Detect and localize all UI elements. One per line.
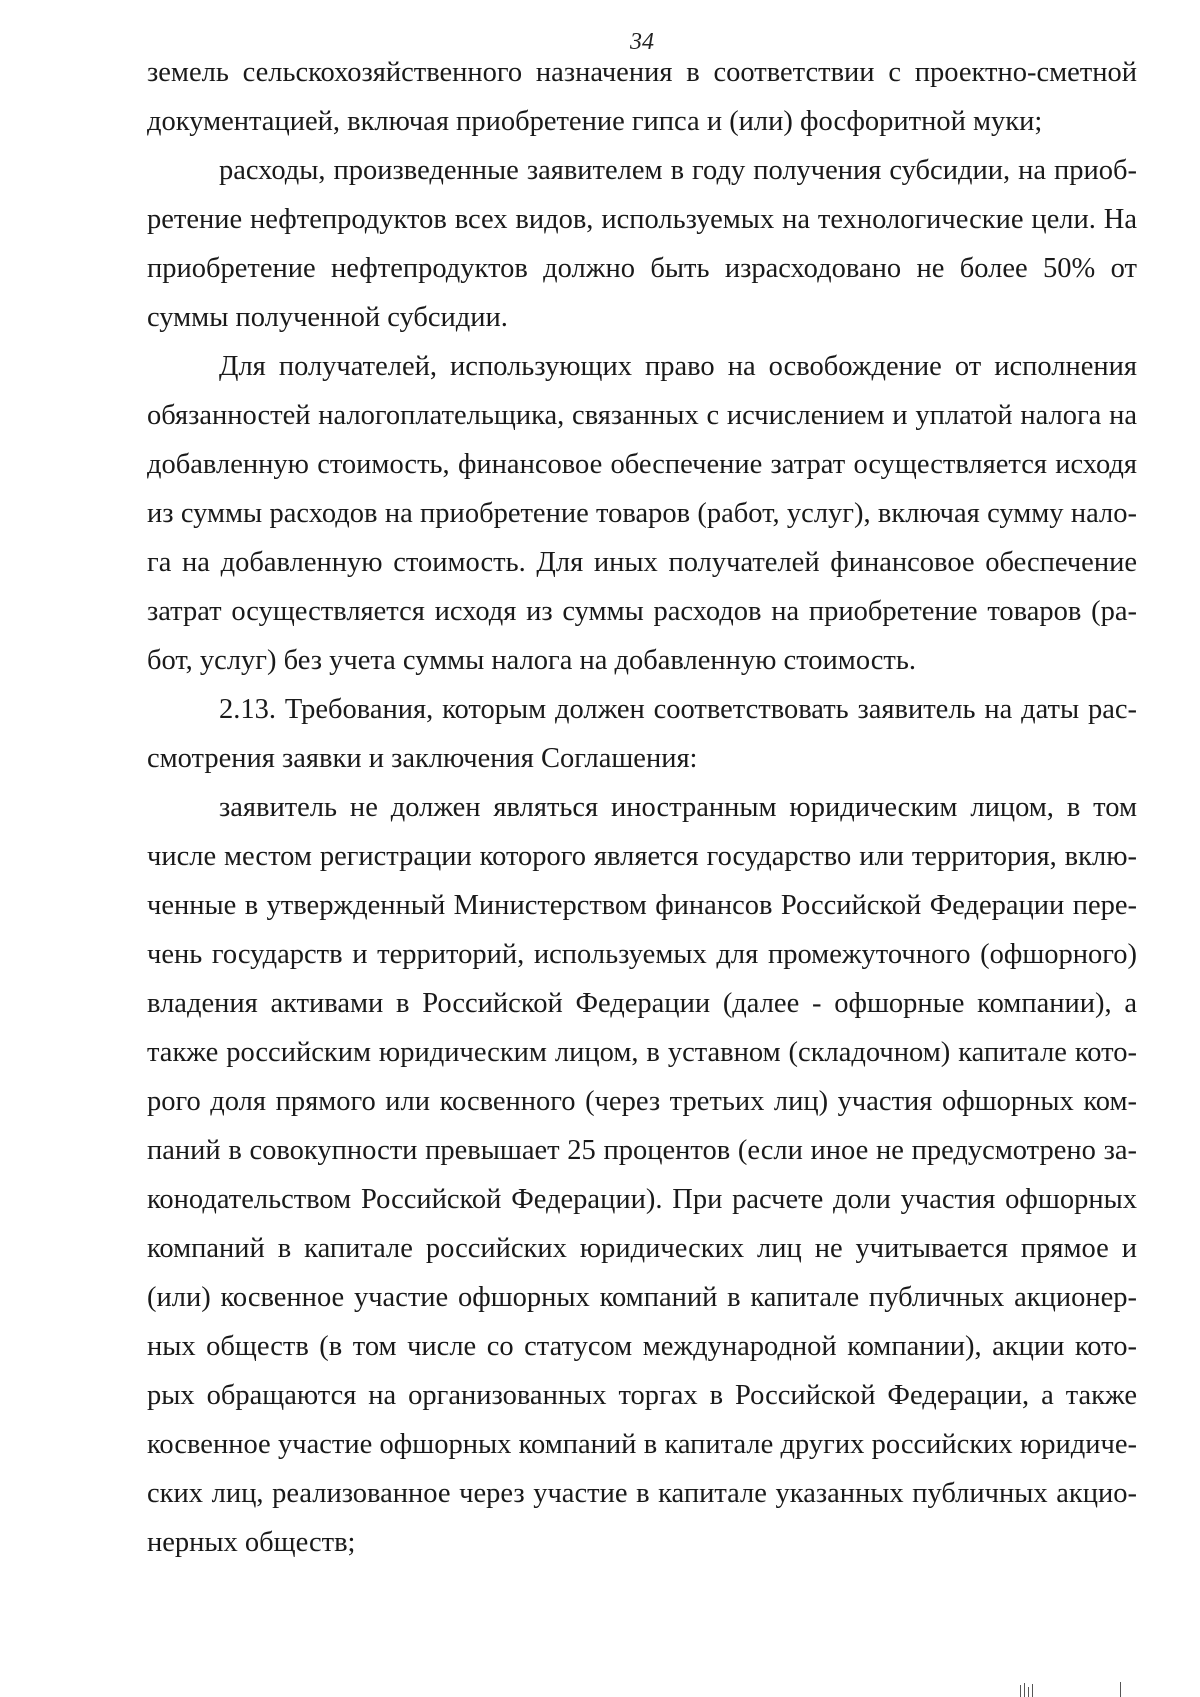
paragraph-5: заявитель не должен являться иностранным юридическим лицом, в том числе местом регистрации которого является государство или территория, включенные в утвержденный Министерством финансов Российской Федерации перечень государств и территорий, используемых для промежуточного (офшорного) владения активами в Российской Федерации (далее - офшорные компании), а также российским юридическим лицом, в уставном (складочном) капитале которого доля прямого или косвенного (через третьих лиц) участия офшорных компаний в совокупности превышает 25 процентов (если иное не предусмотрено законодательством Российской Федерации). При расчете доли участия офшорных компаний в капитале российских юридических лиц не учитывается прямое и (или) косвенное участие офшорных компаний в капитале публичных акционерных обществ (в том числе со статусом международной компании), акции которых обращаются на организованных торгах в Российской Федерации, а также косвенное участие офшорных компаний в капитале других российских юридических лиц, реализованное через участие в капитале указанных публичных акционерных обществ; — [147, 792, 1137, 1558]
paragraph-4: 2.13. Требования, которым должен соответствовать заявитель на даты рассмотрения заявки и заключения Соглашения: — [147, 694, 1137, 774]
document-body — [147, 48, 1137, 1567]
page-number: 34 — [630, 29, 654, 55]
paragraph-1: земель сельскохозяйственного назначения в соответствии с проектно-сметной документацией, включая приобретение гипса и (или) фосфоритной муки; — [147, 57, 1137, 137]
paragraph-3: Для получателей, использующих право на освобождение от исполнения обязанностей налогоплательщика, связанных с исчислением и уплатой налога на добавленную стоимость, финансовое обеспечение затрат осуществляется исходя из суммы расходов на приобретение товаров (работ, услуг), включая сумму налога на добавленную стоимость. Для иных получателей финансовое обеспечение затрат осуществляется исходя из суммы расходов на приобретение товаров (работ, услуг) без учета суммы налога на добавленную стоимость. — [147, 351, 1137, 676]
paragraph-2: расходы, произведенные заявителем в году получения субсидии, на приобретение нефтепродуктов всех видов, используемых на технологические цели. На приобретение нефтепродуктов должно быть израсходовано не более 50% от суммы полученной субсидии. — [147, 155, 1137, 333]
scan-edge-marks — [1010, 1681, 1130, 1697]
